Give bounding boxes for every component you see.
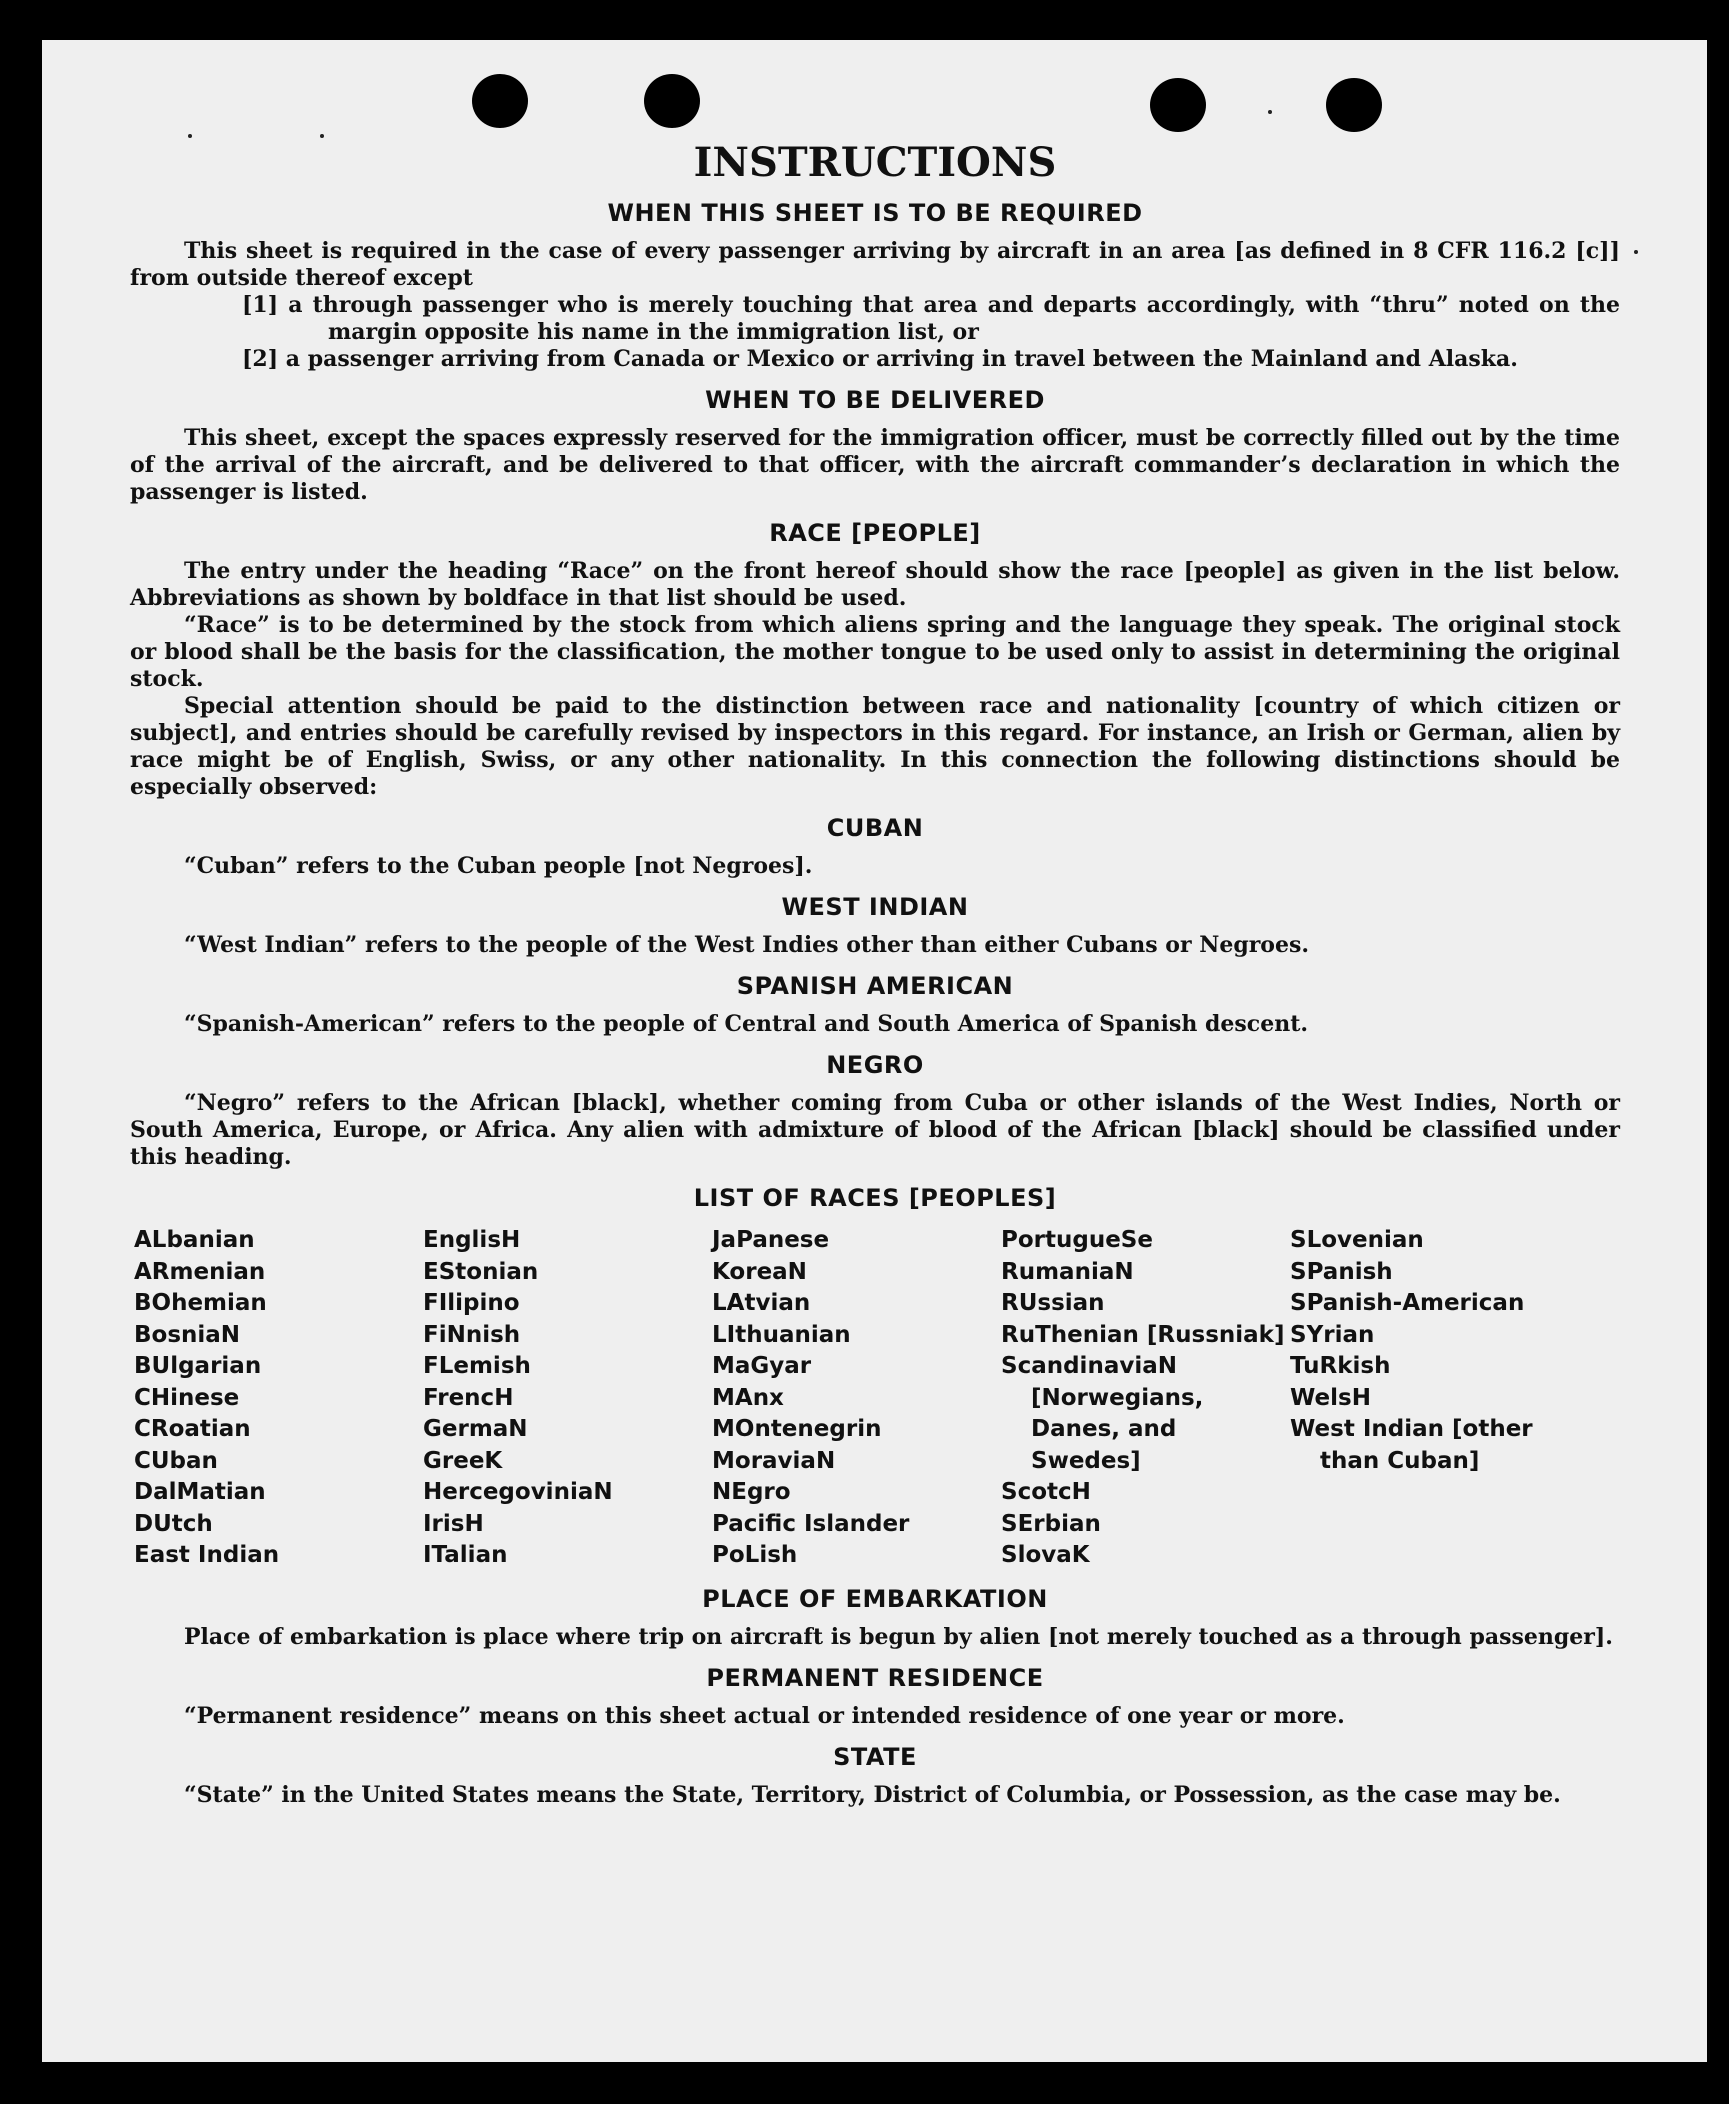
section-heading-state: STATE [833, 1742, 917, 1771]
section-heading-cuban: CUBAN [826, 814, 924, 842]
race-entry: MOntenegrin [712, 1416, 882, 1442]
speck [188, 134, 192, 138]
race-entry: ITalian [423, 1542, 508, 1568]
speck [1268, 110, 1272, 114]
race-column [134, 1225, 423, 1572]
race-entry: MAnx [712, 1384, 784, 1411]
required-item-2: [2] a passenger arriving from Canada or Mexico or arriving in travel between the Mainland and Alaska. [242, 346, 1518, 372]
punch-hole [1326, 78, 1382, 132]
race-entry: WelsH [1290, 1384, 1371, 1411]
instructions-content [130, 140, 1620, 1809]
required-intro: This sheet is required in the case of every passenger arriving by aircraft in an area [as defined in 8 CFR 116.2 [c]] from outside thereof except [130, 238, 1620, 291]
race-list [134, 1225, 1620, 1572]
race-entry: CRoatian [134, 1416, 251, 1442]
race-entry: ScotcH [1001, 1479, 1091, 1505]
race-entry: BOhemian [134, 1290, 267, 1316]
race-entry: RumaniaN [1001, 1258, 1134, 1285]
race-entry: JaPanese [712, 1227, 830, 1253]
race-entry: ALbanian [134, 1227, 255, 1253]
section-heading-embarkation: PLACE OF EMBARKATION [702, 1584, 1048, 1613]
race-entry: SlovaK [1001, 1542, 1090, 1568]
punch-hole [472, 74, 528, 128]
race-entry: CUban [134, 1447, 218, 1474]
race-entry: ScandinaviaN [Norwegians, Danes, and Swedes] [1001, 1353, 1204, 1474]
document-page [42, 40, 1707, 2062]
race-entry: MaGyar [712, 1353, 812, 1379]
race-entry: CHinese [134, 1384, 240, 1411]
race-column [1001, 1225, 1290, 1572]
race-paragraph-3: Special attention should be paid to the distinction between race and nationality [country of which citizen or subject], and entries should be carefully revised by inspectors in this regard. For instance, an Irish or German, alien by race might be of English, Swiss, or any other nationality. In this connection the following distinctions should be especially observed: [130, 693, 1620, 800]
race-entry: MoraviaN [712, 1447, 836, 1474]
race-entry: FiNnish [423, 1321, 521, 1348]
section-heading-required: WHEN THIS SHEET IS TO BE REQUIRED [607, 199, 1143, 227]
race-entry: SPanish [1290, 1258, 1393, 1285]
race-entry: SErbian [1001, 1510, 1101, 1537]
race-entry: TuRkish [1290, 1353, 1391, 1379]
punch-hole [1150, 78, 1206, 132]
section-heading-race: RACE [PEOPLE] [769, 519, 981, 547]
race-entry: SPanish-American [1290, 1290, 1525, 1316]
section-heading-delivered: WHEN TO BE DELIVERED [705, 386, 1045, 414]
race-entry: HercegoviniaN [423, 1479, 613, 1505]
section-heading-negro: NEGRO [826, 1051, 924, 1079]
race-entry: BUlgarian [134, 1353, 262, 1379]
race-entry: GreeK [423, 1447, 503, 1474]
required-item-1: [1] a through passenger who is merely touching that area and departs accordingly, with “thru” noted on the margin opposite his name in the immigration list, or [242, 292, 1620, 345]
race-entry: EnglisH [423, 1227, 521, 1253]
cuban-text: “Cuban” refers to the Cuban people [not Negroes]. [184, 853, 813, 879]
delivered-text: This sheet, except the spaces expressly reserved for the immigration officer, must be correctly filled out by the time of the arrival of the aircraft, and be delivered to that officer, with the aircraft commander’s declaration in which the passenger is listed. [130, 425, 1620, 505]
race-entry: RUssian [1001, 1290, 1105, 1316]
race-entry: PortugueSe [1001, 1227, 1153, 1253]
race-entry: FIlipino [423, 1290, 520, 1316]
race-column [712, 1225, 1001, 1572]
race-entry: SLovenian [1290, 1227, 1424, 1253]
section-heading-list: LIST OF RACES [PEOPLES] [693, 1184, 1057, 1212]
race-entry: ARmenian [134, 1258, 266, 1285]
race-entry: SYrian [1290, 1321, 1375, 1348]
section-heading-residence: PERMANENT RESIDENCE [706, 1663, 1044, 1692]
race-entry: PoLish [712, 1542, 798, 1568]
page-title: INSTRUCTIONS [693, 139, 1057, 186]
west-indian-text: “West Indian” refers to the people of the West Indies other than either Cubans or Negroes. [184, 932, 1310, 958]
race-entry: Pacific Islander [712, 1510, 910, 1537]
negro-text: “Negro” refers to the African [black], whether coming from Cuba or other islands of the West Indies, North or South America, Europe, or Africa. Any alien with admixture of blood of the African [black] should be classified under this heading. [130, 1090, 1620, 1170]
race-entry: West Indian [other than Cuban] [1290, 1416, 1533, 1474]
punch-hole [644, 74, 700, 128]
speck [320, 134, 324, 138]
race-entry: FrencH [423, 1384, 514, 1411]
state-text: “State” in the United States means the State, Territory, District of Columbia, or Possession, as the case may be. [184, 1781, 1561, 1808]
race-entry: BosniaN [134, 1321, 241, 1348]
embarkation-text: Place of embarkation is place where trip on aircraft is begun by alien [not merely touched as a through passenger]. [184, 1623, 1613, 1650]
section-heading-west-indian: WEST INDIAN [781, 893, 969, 921]
speck [1634, 250, 1638, 254]
race-entry: KoreaN [712, 1258, 807, 1285]
race-entry: DalMatian [134, 1479, 266, 1505]
race-entry: DUtch [134, 1510, 213, 1537]
race-column [423, 1225, 712, 1572]
race-entry: EStonian [423, 1258, 539, 1285]
race-entry: NEgro [712, 1479, 791, 1505]
section-heading-spanish-american: SPANISH AMERICAN [736, 972, 1014, 1000]
residence-text: “Permanent residence” means on this sheet actual or intended residence of one year or more. [184, 1702, 1345, 1729]
race-entry: East Indian [134, 1542, 280, 1568]
race-column [1290, 1225, 1579, 1572]
race-entry: GermaN [423, 1416, 528, 1442]
race-entry: RuThenian [Russniak] [1001, 1321, 1285, 1348]
race-paragraph-1: The entry under the heading “Race” on the front hereof should show the race [people] as given in the list below. Abbreviations as shown by boldface in that list should be used. [130, 558, 1620, 611]
race-entry: LAtvian [712, 1290, 811, 1316]
race-entry: FLemish [423, 1353, 531, 1379]
race-paragraph-2: “Race” is to be determined by the stock from which aliens spring and the language they speak. The original stock or blood shall be the basis for the classification, the mother tongue to be used only to assist in determining the original stock. [130, 612, 1620, 692]
race-entry: IrisH [423, 1510, 484, 1537]
spanish-american-text: “Spanish-American” refers to the people of Central and South America of Spanish descent. [184, 1011, 1309, 1037]
race-entry: LIthuanian [712, 1321, 851, 1348]
